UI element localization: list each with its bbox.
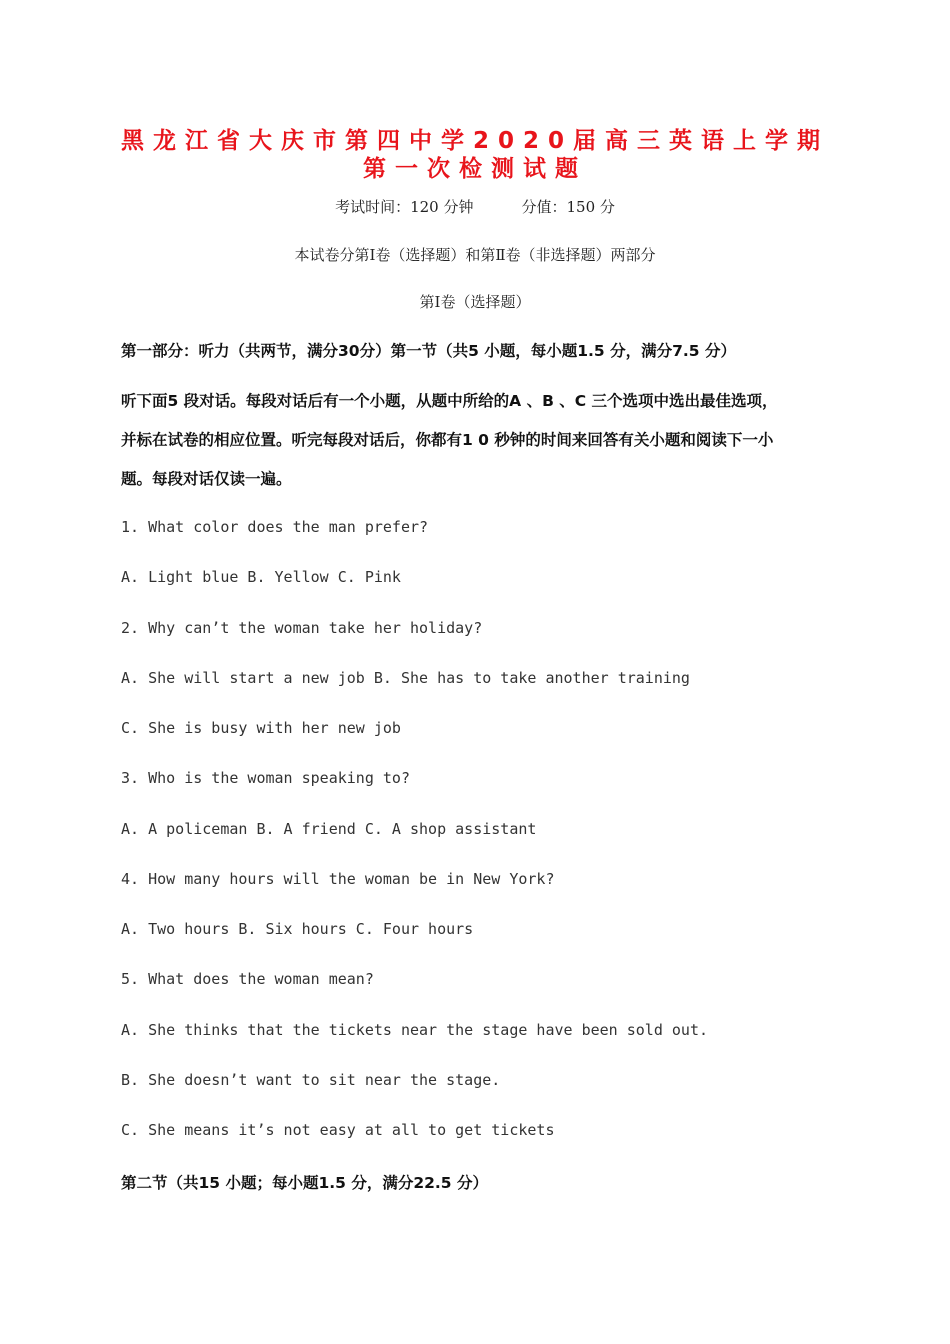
question-5-option-b: B. She doesn’t want to sit near the stage.	[121, 1071, 501, 1089]
volume-one-heading: 第Ⅰ卷（选择题）	[419, 293, 531, 311]
question-3-options: A. A policeman B. A friend C. A shop assistant	[121, 820, 537, 838]
section-two-heading: 第二节（共15 小题；每小题1.5 分，满分22.5 分）	[121, 1174, 488, 1192]
question-5-option-c: C. She means it’s not easy at all to get tickets	[121, 1121, 555, 1139]
exam-score: 分值：150 分	[521, 198, 615, 216]
exam-time: 考试时间：120 分钟	[335, 198, 474, 216]
exam-info	[0, 196, 950, 217]
question-4-options: A. Two hours B. Six hours C. Four hours	[121, 920, 474, 938]
document-title-line-1: 黑龙江省大庆市第四中学2020届高三英语上学期	[120, 128, 829, 154]
question-1-options: A. Light blue B. Yellow C. Pink	[121, 568, 401, 586]
question-2-options: A. She will start a new job B. She has to take another training	[121, 669, 690, 687]
question-1: 1. What color does the man prefer?	[121, 518, 429, 536]
document-title-line-2: 第一次检测试题	[363, 156, 587, 182]
instruction-line-3: 题。每段对话仅读一遍。	[121, 470, 292, 488]
part-one-heading: 第一部分：听力（共两节，满分30分）第一节（共5 小题，每小题1.5 分，满分7.5 分）	[121, 342, 736, 360]
paper-parts-note: 本试卷分第Ⅰ卷（选择题）和第Ⅱ卷（非选择题）两部分	[294, 246, 656, 264]
instruction-line-1: 听下面5 段对话。每段对话后有一个小题，从题中所给的A 、B 、C 三个选项中选出最佳选项，	[121, 392, 778, 410]
instruction-line-2: 并标在试卷的相应位置。听完每段对话后，你都有1 0 秒钟的时间来回答有关小题和阅读下一小	[121, 431, 774, 449]
question-5-option-a: A. She thinks that the tickets near the stage have been sold out.	[121, 1021, 708, 1039]
question-2-option-c: C. She is busy with her new job	[121, 719, 401, 737]
question-5: 5. What does the woman mean?	[121, 970, 374, 988]
question-4: 4. How many hours will the woman be in New York?	[121, 870, 555, 888]
question-3: 3. Who is the woman speaking to?	[121, 769, 410, 787]
question-2: 2. Why can’t the woman take her holiday?	[121, 619, 483, 637]
